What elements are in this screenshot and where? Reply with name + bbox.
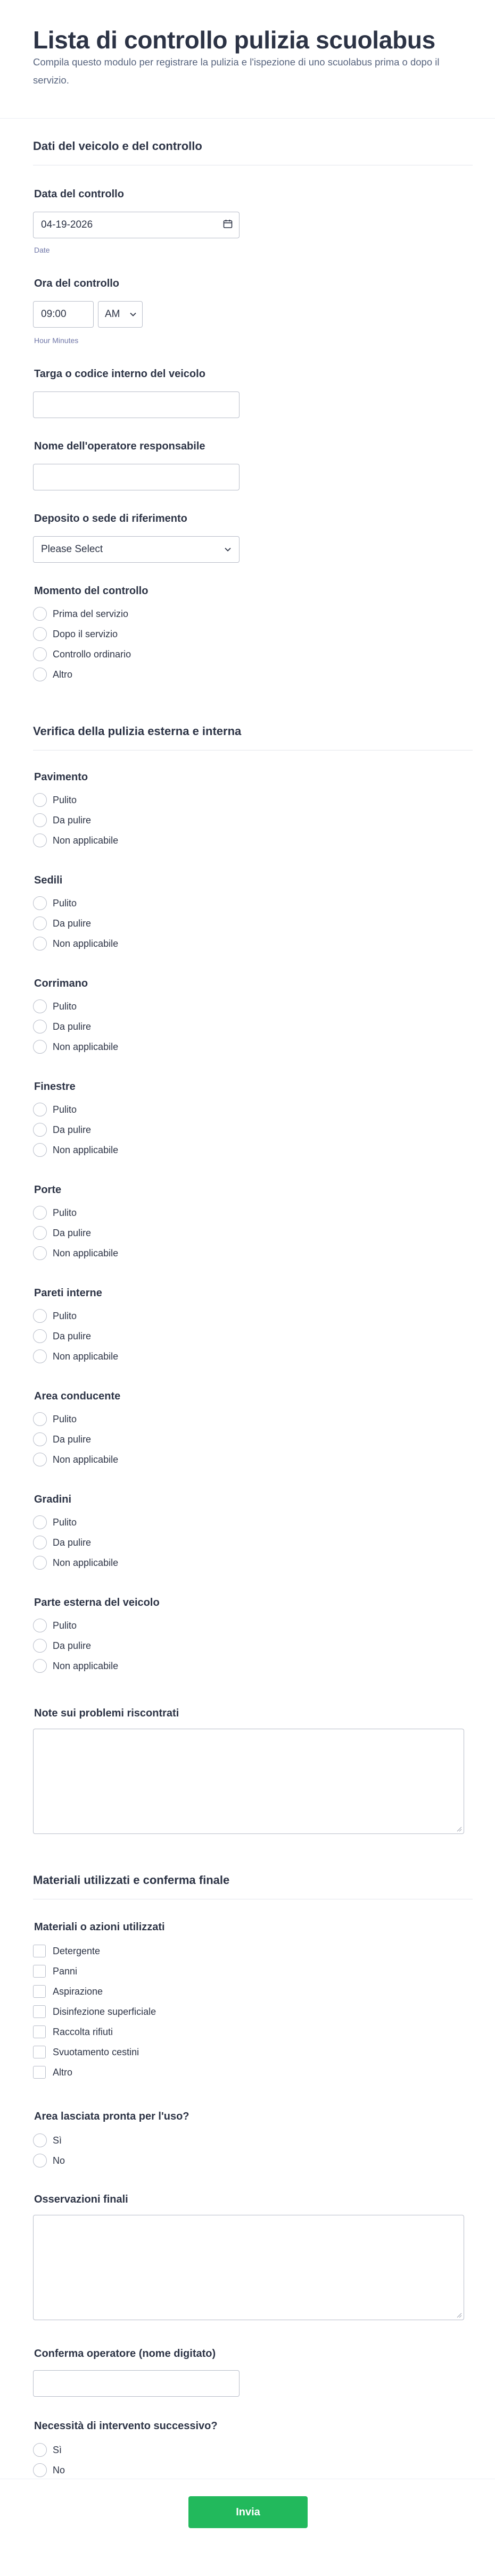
option-label: Pulito <box>53 1517 77 1528</box>
check-time-input[interactable] <box>33 301 94 328</box>
option-label: Prima del servizio <box>53 608 129 619</box>
radio-button[interactable] <box>33 833 47 847</box>
option-label: Pulito <box>53 1311 77 1321</box>
check-date-input[interactable] <box>33 212 240 238</box>
option-label: Non applicabile <box>53 835 119 846</box>
option-label: Altro <box>53 669 73 680</box>
option-label: Non applicabile <box>53 938 119 949</box>
follow-up-label: Necessità di intervento successivo? <box>34 2420 218 2432</box>
form-header <box>0 0 495 119</box>
option-label: Da pulire <box>53 1228 92 1238</box>
check-time-sublabel: Hour Minutes <box>34 336 79 345</box>
cleaning-item-label: Sedili <box>34 874 63 886</box>
final-notes-textarea[interactable] <box>33 2215 464 2320</box>
radio-button[interactable] <box>33 1432 47 1446</box>
radio-button[interactable] <box>33 1246 47 1260</box>
problems-notes-label: Note sui problemi riscontrati <box>34 1707 179 1719</box>
depot-select[interactable] <box>33 536 240 563</box>
resize-handle-icon[interactable] <box>457 1827 462 1832</box>
section-title: Materiali utilizzati e conferma finale <box>33 1873 230 1887</box>
option-label: Da pulire <box>53 1331 92 1341</box>
check-time-label: Ora del controllo <box>34 278 120 289</box>
radio-button[interactable] <box>33 1639 47 1653</box>
problems-notes-textarea[interactable] <box>33 1729 464 1834</box>
option-label: Altro <box>53 2067 73 2078</box>
form-description: Compila questo modulo per registrare la pulizia e l'ispezione di uno scuolabus prima o dopo il servizio. <box>33 56 440 86</box>
checkbox[interactable] <box>33 1945 46 1957</box>
cleaning-item-label: Gradini <box>34 1494 72 1505</box>
option-label: Non applicabile <box>53 1661 119 1671</box>
option-label: Disinfezione superficiale <box>53 2006 156 2017</box>
checkbox[interactable] <box>33 2066 46 2079</box>
cleaning-item-label: Porte <box>34 1184 62 1196</box>
radio-button[interactable] <box>33 647 47 661</box>
radio-button[interactable] <box>33 1020 47 1033</box>
final-notes-label: Osservazioni finali <box>34 2194 128 2205</box>
chevron-down-icon <box>129 311 137 318</box>
option-label: No <box>53 2465 65 2475</box>
plate-label: Targa o codice interno del veicolo <box>34 368 205 380</box>
option-label: Pulito <box>53 1207 77 1218</box>
radio-button[interactable] <box>33 1556 47 1570</box>
section-title: Dati del veicolo e del controllo <box>33 139 202 153</box>
radio-button[interactable] <box>33 2133 47 2147</box>
operator-name-input[interactable] <box>33 464 240 490</box>
option-label: Non applicabile <box>53 1248 119 1258</box>
section-heading-materials <box>33 1873 473 1887</box>
check-date-label: Data del controllo <box>34 188 124 200</box>
radio-button[interactable] <box>33 627 47 641</box>
confirm-label: Conferma operatore (nome digitato) <box>34 2348 216 2360</box>
confirm-name-input[interactable] <box>33 2370 240 2397</box>
radio-button[interactable] <box>33 1309 47 1323</box>
option-label: Controllo ordinario <box>53 649 131 660</box>
radio-button[interactable] <box>33 1659 47 1673</box>
radio-button[interactable] <box>33 1329 47 1343</box>
option-label: Non applicabile <box>53 1454 119 1465</box>
option-label: Da pulire <box>53 1124 92 1135</box>
radio-button[interactable] <box>33 607 47 621</box>
option-label: Da pulire <box>53 815 92 826</box>
radio-button[interactable] <box>33 1123 47 1137</box>
radio-button[interactable] <box>33 1349 47 1363</box>
resize-handle-icon[interactable] <box>457 2313 462 2318</box>
depot-label: Deposito o sede di riferimento <box>34 513 187 524</box>
ampm-select[interactable] <box>98 301 143 328</box>
radio-button[interactable] <box>33 1515 47 1529</box>
radio-button[interactable] <box>33 1536 47 1549</box>
radio-button[interactable] <box>33 2443 47 2457</box>
option-label: Sì <box>53 2445 62 2455</box>
section-title: Verifica della pulizia esterna e interna <box>33 724 242 738</box>
option-label: Panni <box>53 1966 78 1977</box>
depot-value: Please Select <box>41 544 103 555</box>
area-ready-label: Area lasciata pronta per l'uso? <box>34 2111 189 2122</box>
option-label: Pulito <box>53 795 77 805</box>
ampm-value: AM <box>105 309 120 320</box>
check-date-value: 04-19-2026 <box>41 219 93 230</box>
chevron-down-icon <box>224 546 232 553</box>
option-label: Non applicabile <box>53 1557 119 1568</box>
option-label: Da pulire <box>53 1537 92 1548</box>
check-date-sublabel: Date <box>34 246 50 254</box>
option-label: Dopo il servizio <box>53 629 118 639</box>
cleaning-item-label: Finestre <box>34 1081 76 1093</box>
option-label: Raccolta rifiuti <box>53 2027 113 2037</box>
option-label: Pulito <box>53 898 77 908</box>
section-heading-vehicle <box>33 139 473 153</box>
plate-input[interactable] <box>33 391 240 418</box>
option-label: Da pulire <box>53 1434 92 1445</box>
option-label: No <box>53 2155 65 2166</box>
check-time-value: 09:00 <box>41 309 67 320</box>
section-divider <box>33 750 473 751</box>
submit-button[interactable]: Invia <box>188 2496 308 2528</box>
cleaning-item-label: Area conducente <box>34 1390 121 1402</box>
radio-button[interactable] <box>33 1412 47 1426</box>
radio-button[interactable] <box>33 2154 47 2167</box>
radio-button[interactable] <box>33 1226 47 1240</box>
option-label: Da pulire <box>53 918 92 929</box>
radio-button[interactable] <box>33 2463 47 2477</box>
moment-label: Momento del controllo <box>34 585 148 597</box>
option-label: Detergente <box>53 1946 101 1956</box>
radio-button[interactable] <box>33 1040 47 1054</box>
radio-button[interactable] <box>33 1453 47 1466</box>
option-label: Non applicabile <box>53 1351 119 1362</box>
radio-button[interactable] <box>33 1103 47 1116</box>
option-label: Sì <box>53 2135 62 2146</box>
checkbox[interactable] <box>33 1985 46 1998</box>
radio-button[interactable] <box>33 1619 47 1632</box>
radio-button[interactable] <box>33 916 47 930</box>
cleaning-item-label: Parte esterna del veicolo <box>34 1597 160 1608</box>
option-label: Svuotamento cestini <box>53 2047 139 2057</box>
checkbox[interactable] <box>33 2005 46 2018</box>
radio-button[interactable] <box>33 1206 47 1220</box>
form-title: Lista di controllo pulizia scuolabus <box>33 26 435 54</box>
radio-button[interactable] <box>33 937 47 951</box>
radio-button[interactable] <box>33 999 47 1013</box>
option-label: Non applicabile <box>53 1145 119 1155</box>
option-label: Pulito <box>53 1414 77 1424</box>
option-label: Da pulire <box>53 1021 92 1032</box>
radio-button[interactable] <box>33 1143 47 1157</box>
cleaning-item-label: Pavimento <box>34 771 88 783</box>
radio-button[interactable] <box>33 813 47 827</box>
checkbox[interactable] <box>33 2046 46 2058</box>
operator-label: Nome dell'operatore responsabile <box>34 440 205 452</box>
section-heading-cleaning <box>33 724 473 738</box>
calendar-icon[interactable] <box>223 219 233 229</box>
materials-label: Materiali o azioni utilizzati <box>34 1921 165 1933</box>
radio-button[interactable] <box>33 896 47 910</box>
checkbox[interactable] <box>33 1965 46 1978</box>
option-label: Non applicabile <box>53 1041 119 1052</box>
option-label: Pulito <box>53 1620 77 1631</box>
cleaning-item-label: Pareti interne <box>34 1287 102 1299</box>
option-label: Pulito <box>53 1104 77 1115</box>
option-label: Da pulire <box>53 1640 92 1651</box>
checkbox[interactable] <box>33 2025 46 2038</box>
radio-button[interactable] <box>33 668 47 681</box>
option-label: Pulito <box>53 1001 77 1012</box>
cleaning-item-label: Corrimano <box>34 978 88 989</box>
option-label: Aspirazione <box>53 1986 103 1997</box>
radio-button[interactable] <box>33 793 47 807</box>
